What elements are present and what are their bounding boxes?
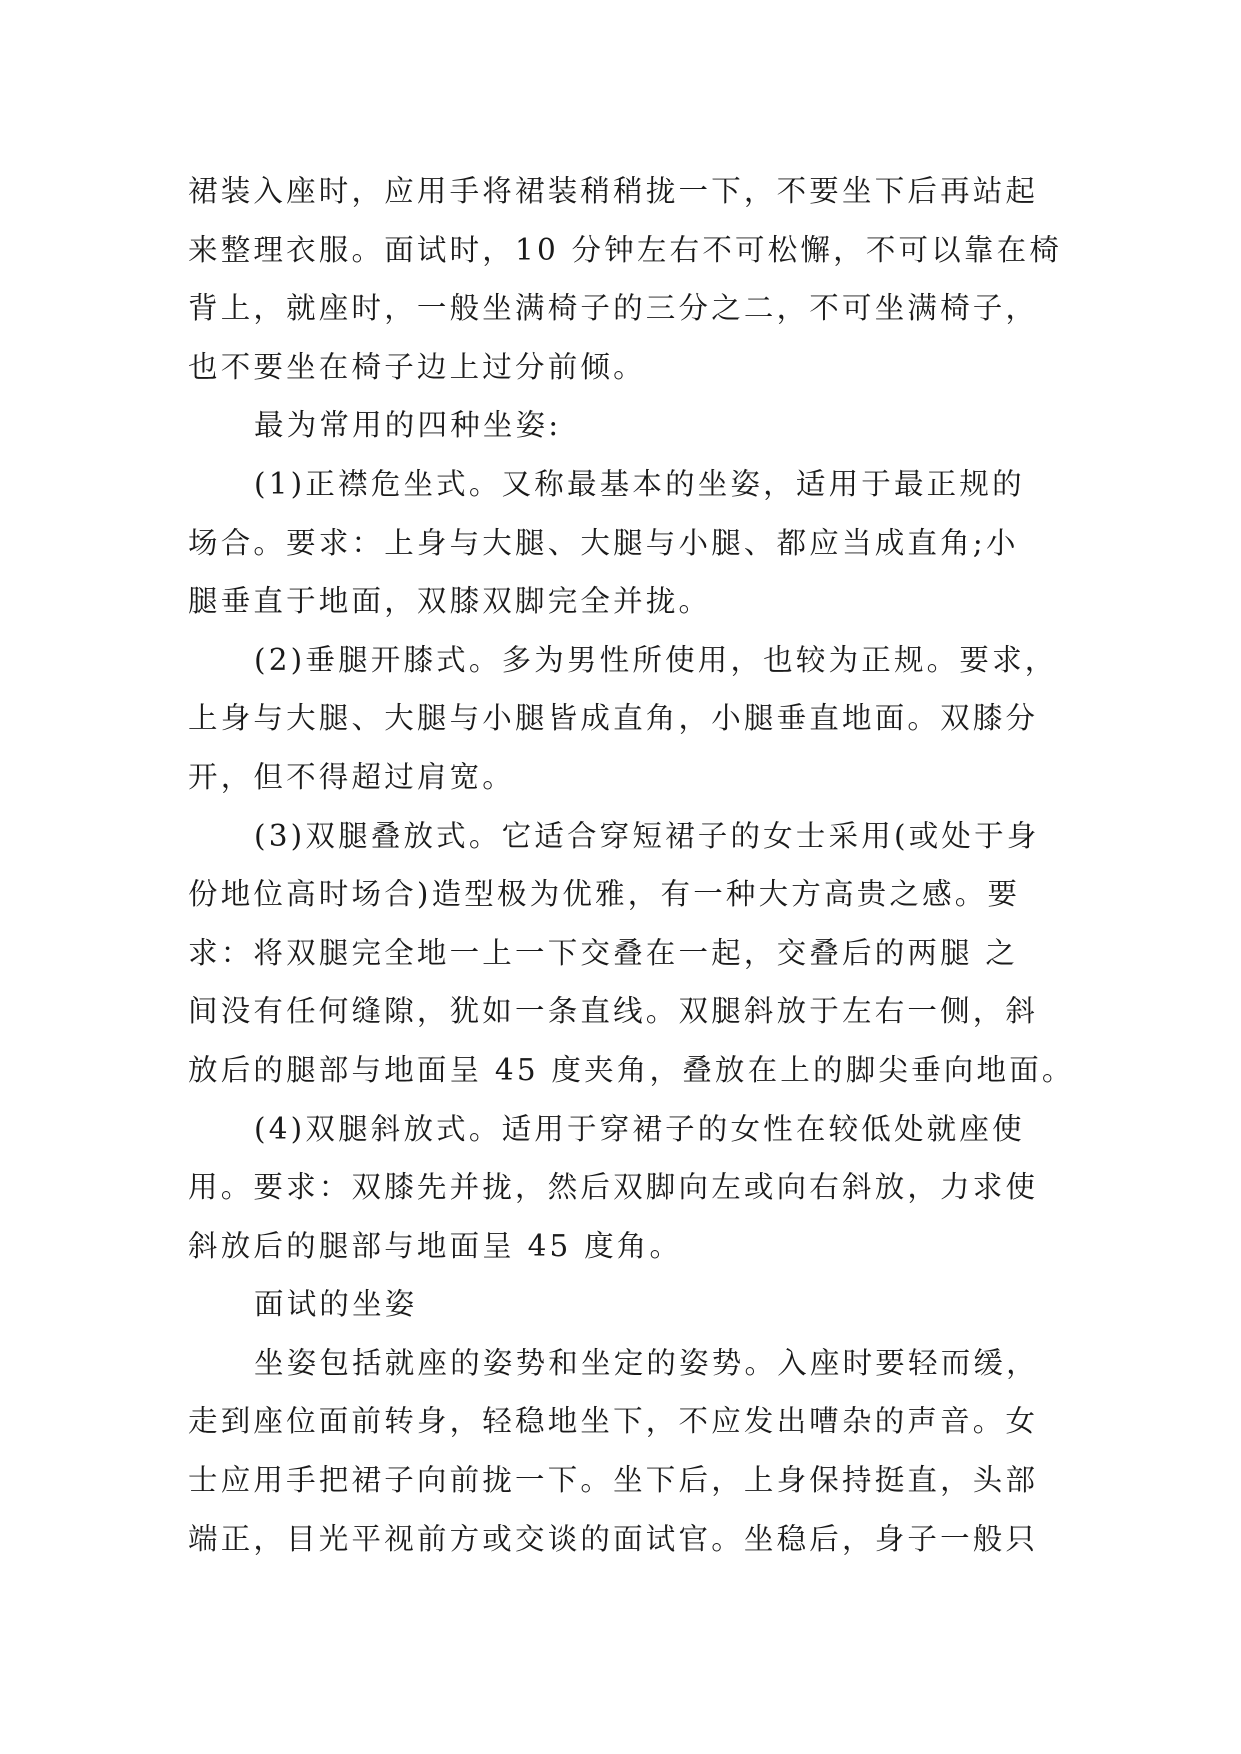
text-line: 走到座位面前转身，轻稳地坐下，不应发出嘈杂的声音。女 <box>188 1404 1039 1439</box>
text-line: (3)双腿叠放式。它适合穿短裙子的女士采用(或处于身 <box>254 818 1040 853</box>
text-line: 放后的腿部与地面呈 45 度夹角，叠放在上的脚尖垂向地面。 <box>188 1052 1075 1087</box>
text-line: 最为常用的四种坐姿: <box>254 408 562 443</box>
text-line: 用。要求：双膝先并拢，然后双脚向左或向右斜放，力求使 <box>188 1170 1039 1205</box>
text-line: 士应用手把裙子向前拢一下。坐下后，上身保持挺直，头部 <box>188 1463 1039 1498</box>
text-line: 场合。要求：上身与大腿、大腿与小腿、都应当成直角;小 <box>188 525 1019 560</box>
text-line: 开，但不得超过肩宽。 <box>188 759 516 794</box>
text-line: 求：将双腿完全地一上一下交叠在一起，交叠后的两腿 之 <box>188 935 1019 970</box>
text-line: 上身与大腿、大腿与小腿皆成直角，小腿垂直地面。双膝分 <box>188 701 1039 736</box>
text-line: 来整理衣服。面试时，10 分钟左右不可松懈，不可以靠在椅 <box>188 232 1063 267</box>
text-line: 端正，目光平视前方或交谈的面试官。坐稳后，身子一般只 <box>188 1521 1039 1556</box>
text-line: 也不要坐在椅子边上过分前倾。 <box>188 349 646 384</box>
text-line: 裙装入座时，应用手将裙装稍稍拢一下，不要坐下后再站起 <box>188 174 1039 208</box>
text-line: 腿垂直于地面，双膝双脚完全并拢。 <box>188 584 712 619</box>
text-line: 背上，就座时，一般坐满椅子的三分之二，不可坐满椅子， <box>188 291 1039 326</box>
text-line: (1)正襟危坐式。又称最基本的坐姿，适用于最正规的 <box>254 466 1025 501</box>
text-line: (2)垂腿开膝式。多为男性所使用，也较为正规。要求， <box>254 642 1058 677</box>
text-line: (4)双腿斜放式。适用于穿裙子的女性在较低处就座使 <box>254 1111 1025 1146</box>
text-line: 斜放后的腿部与地面呈 45 度角。 <box>188 1228 683 1263</box>
text-line: 坐姿包括就座的姿势和坐定的姿势。入座时要轻而缓， <box>254 1345 1039 1380</box>
text-line: 面试的坐姿 <box>254 1287 418 1322</box>
text-line: 间没有任何缝隙，犹如一条直线。双腿斜放于左右一侧，斜 <box>188 994 1039 1029</box>
body-text <box>188 162 1075 1568</box>
text-line: 份地位高时场合)造型极为优雅，有一种大方高贵之感。要 <box>188 877 1021 912</box>
